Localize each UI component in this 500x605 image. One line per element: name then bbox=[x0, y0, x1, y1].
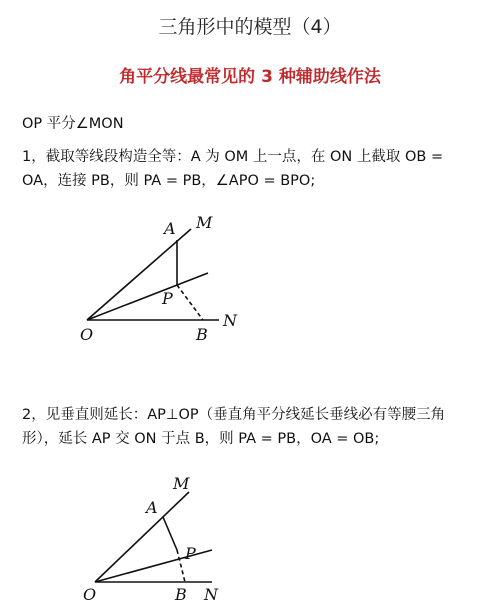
method-2-line-2: 形），延长 AP 交 ON 于点 B，则 PA = PB，OA = OB; bbox=[22, 431, 380, 447]
method-1-line-1: 1，截取等线段构造全等：A 为 OM 上一点，在 ON 上截取 OB = bbox=[22, 149, 444, 165]
label-m: M bbox=[173, 474, 190, 493]
label-n: N bbox=[223, 311, 237, 330]
method-1-line-2: OA，连接 PB，则 PA = PB，∠APO = BPO; bbox=[22, 173, 316, 189]
premise-text: OP 平分∠MON bbox=[22, 116, 124, 132]
segment-ap bbox=[163, 517, 177, 550]
method-2-line-1: 2，见垂直则延长：AP⊥OP（垂直角平分线延长垂线必有等腰三角 bbox=[22, 407, 446, 423]
label-a: A bbox=[146, 498, 158, 517]
page-title: 三角形中的模型（4） bbox=[158, 16, 342, 38]
segment-pb-dashed bbox=[177, 550, 185, 582]
label-o: O bbox=[80, 325, 94, 344]
label-b: B bbox=[175, 585, 187, 604]
label-a: A bbox=[164, 219, 176, 238]
label-n: N bbox=[204, 585, 218, 604]
label-o: O bbox=[83, 585, 97, 604]
label-p: P bbox=[162, 289, 173, 308]
label-p: P bbox=[185, 544, 196, 563]
label-b: B bbox=[196, 325, 208, 344]
label-m: M bbox=[196, 213, 213, 232]
section-subtitle: 角平分线最常见的 3 种辅助线作法 bbox=[119, 67, 381, 87]
